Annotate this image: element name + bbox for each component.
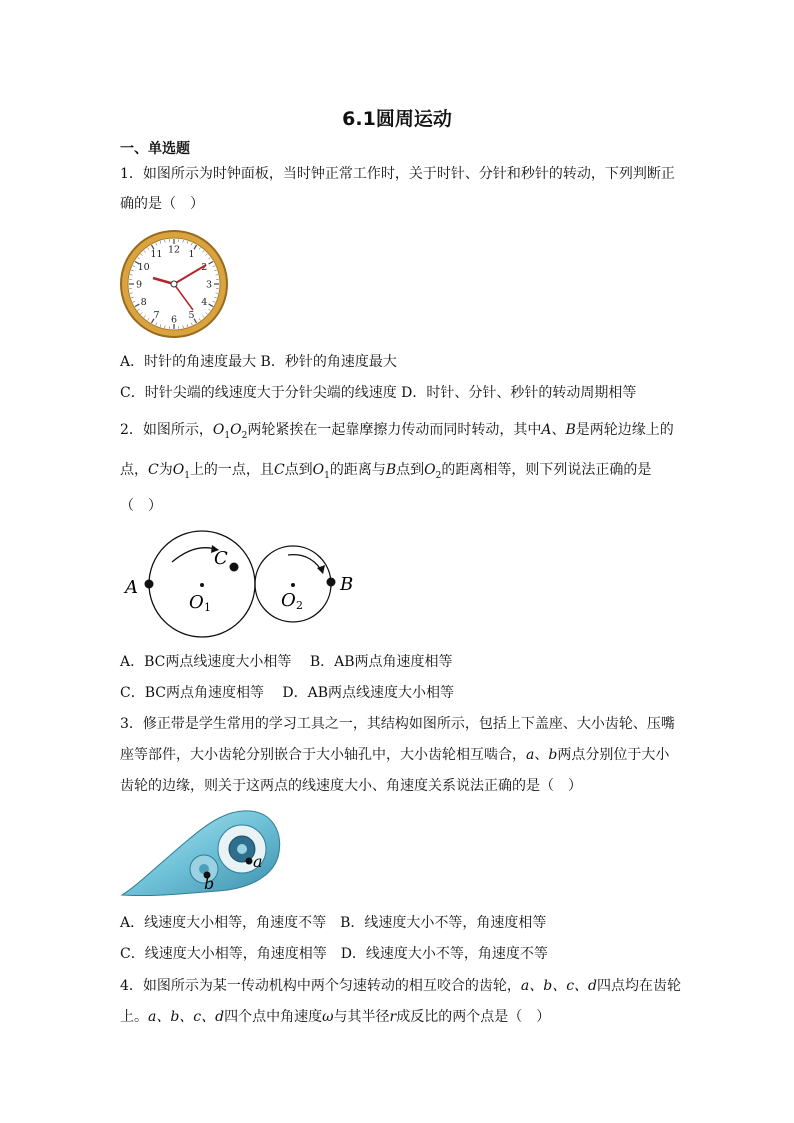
q2-text: 点， [120, 462, 148, 478]
section-heading: 一、单选题 [120, 141, 190, 157]
point-a-dot [246, 858, 253, 865]
q1-stem-line2: 确的是（ ） [120, 196, 204, 212]
label-o1: O [189, 592, 204, 613]
q2-o2-sub: 2 [241, 430, 248, 441]
clock-number: 10 [137, 262, 150, 273]
q4-radius: r [389, 1009, 397, 1025]
clock-number: 2 [201, 262, 208, 273]
q1-options-cd: C．时针尖端的线速度大于分针尖端的线速度 D．时针、分针、秒针的转动周期相等 [120, 385, 637, 401]
q4-text: 4．如图所示为某一传动机构中两个匀速转动的相互咬合的齿轮， [120, 978, 521, 994]
clock-number: 4 [201, 297, 208, 308]
large-gear-hub [237, 844, 247, 854]
q2-point-c: C [273, 462, 285, 478]
q2-o2: O [230, 422, 242, 438]
point-a-dot [145, 580, 154, 589]
q4-text: 与其半径 [333, 1009, 390, 1025]
q2-text: 的距离与 [329, 462, 386, 478]
q3-options-ab: A．线速度大小相等，角速度不等 B．线速度大小不等，角速度相等 [120, 915, 547, 931]
q4-points: a、b、c、d [148, 1009, 225, 1025]
clock-number: 7 [153, 309, 160, 321]
q2-point-a: A [541, 422, 552, 438]
q2-point-c: C [148, 462, 159, 478]
q4-omega: ω [322, 1009, 334, 1025]
q4-points: a、b、c、d [520, 978, 598, 994]
correction-tape-figure [118, 805, 288, 903]
q2-point-b: B [385, 462, 397, 478]
q4-text: 上。 [120, 1009, 148, 1025]
q2-stem-line1 [120, 420, 674, 446]
clock-number: 6 [170, 314, 178, 326]
q2-text: 是两轮边缘上的 [575, 422, 674, 438]
q2-stem-line2 [120, 460, 651, 486]
q3-point-a: a [526, 747, 535, 763]
label-o1-sub: 1 [204, 601, 211, 614]
q2-options-ab: A．BC两点线速度大小相等 B．AB两点角速度相等 [120, 654, 453, 670]
q4-text: 成反比的两个点是（ ） [396, 1009, 551, 1025]
q2-text: 的距离相等，则下列说法正确的是 [441, 462, 652, 478]
clock-number: 11 [150, 249, 163, 261]
label-b: B [340, 574, 354, 595]
q3-stem-line3: 齿轮的边缘，则关于这两点的线速度大小、角速度关系说法正确的是（ ） [120, 778, 582, 794]
q2-o1-sub: 1 [224, 430, 231, 441]
q1-options-ab: A．时针的角速度最大 B．秒针的角速度最大 [120, 354, 397, 370]
q2-point-b: B [565, 422, 576, 438]
clock-number: 9 [135, 279, 143, 291]
q3-stem-line1: 3．修正带是学生常用的学习工具之一，其结构如图所示，包括上下盖座、大小齿轮、压嘴 [120, 716, 675, 732]
q3-text: 座等部件，大小齿轮分别嵌合于大小轴孔中，大小齿轮相互啮合， [120, 747, 526, 763]
q2-text: 上的一点，且 [189, 462, 274, 478]
q2-stem-line3: （ ） [120, 498, 162, 514]
wheels-figure [118, 528, 368, 640]
center-o2-dot [291, 583, 295, 587]
q2-o1: O [312, 462, 325, 478]
q2-o1-sub: 1 [184, 470, 190, 481]
q2-text: 2．如图所示， [120, 422, 213, 438]
q3-stem-line2 [120, 745, 669, 765]
clock-number: 5 [188, 309, 195, 321]
q2-text: 为 [158, 462, 173, 478]
label-o2: O [281, 590, 296, 611]
q2-o2-sub: 2 [435, 470, 442, 481]
label-b: b [204, 874, 215, 893]
q4-text: 四点均在齿轮 [597, 978, 682, 994]
clock-number: 3 [205, 279, 213, 291]
q4-text: 四个点中角速度 [224, 1009, 323, 1025]
label-a: A [125, 577, 138, 598]
clock-figure [118, 228, 230, 340]
clock-number: 12 [167, 244, 181, 256]
q3-text: 两点分别位于大小 [557, 747, 670, 763]
q3-separator: 、 [534, 747, 549, 763]
point-b-dot [327, 578, 336, 587]
q4-stem-line2 [120, 1007, 550, 1027]
clock-number: 8 [140, 297, 147, 308]
q4-stem-line1 [120, 976, 681, 996]
label-a: a [253, 852, 263, 871]
q3-options-cd: C．线速度大小相等，角速度相等 D．线速度大小不等，角速度不等 [120, 946, 548, 962]
center-o1-dot [200, 583, 204, 587]
q2-o1-sub: 1 [324, 470, 330, 481]
rotation-arrow-right [288, 555, 323, 573]
label-c: C [214, 548, 228, 569]
clock-number: 1 [188, 249, 195, 261]
q2-o1: O [212, 422, 225, 438]
q1-stem-line1: 1．如图所示为时钟面板，当时钟正常工作时，关于时针、分针和秒针的转动，下列判断正 [120, 166, 675, 182]
q3-point-b: b [548, 747, 558, 763]
q2-options-cd: C．BC两点角速度相等 D．AB两点线速度大小相等 [120, 685, 455, 701]
clock-center [171, 281, 177, 287]
label-o2-sub: 2 [296, 599, 303, 612]
rotation-arrow-left [172, 548, 218, 562]
q2-text: 点到 [396, 462, 425, 478]
q2-o2: O [424, 462, 436, 478]
q2-text: 两轮紧挨在一起靠摩擦力传动而同时转动，其中 [247, 422, 542, 438]
page-title: 6.1圆周运动 [342, 108, 452, 130]
q2-text: 点到 [284, 462, 313, 478]
q2-separator: 、 [551, 422, 566, 438]
point-c-dot [230, 563, 239, 572]
q2-o1: O [172, 462, 185, 478]
